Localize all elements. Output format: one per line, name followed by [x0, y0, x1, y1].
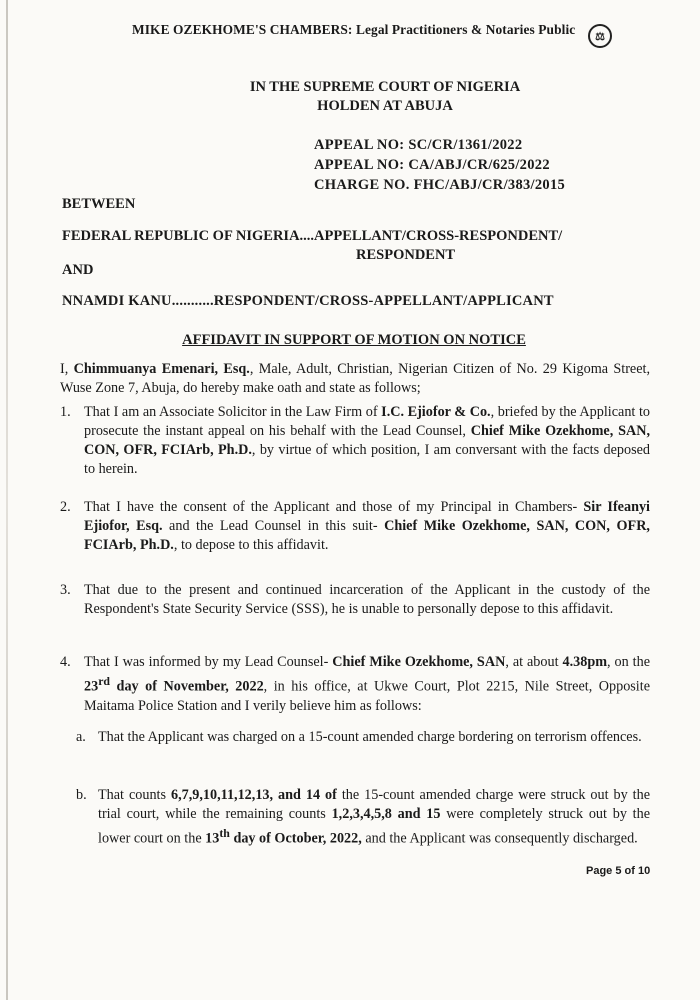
letterhead-firm: MIKE OZEKHOME'S CHAMBERS: [132, 22, 353, 37]
subparagraph-text: the 15-count amended charge were struck out by the trial court, while the remaining counts [98, 787, 650, 822]
court-heading [0, 78, 700, 116]
page-edge [6, 0, 8, 1000]
intro-text-1: I, [60, 361, 74, 377]
paragraph-bold: Sir Ifeanyi Ejiofor, Esq. [84, 499, 650, 534]
subparagraph-bold: 6,7,9,10,11,12,13, and 14 of [170, 787, 337, 803]
subparagraph-letter: a. [76, 729, 86, 745]
paragraph-bold: 4.38pm [562, 654, 608, 670]
party-appellant-continued: RESPONDENT [356, 247, 456, 263]
chambers-seal-icon: ⚖ [588, 24, 612, 48]
page-number: Page 5 of 10 [586, 865, 651, 877]
paragraph-text: That I have the consent of the Applicant and those of my Principal in Chambers- [84, 499, 584, 515]
subparagraph-text: That counts [98, 787, 171, 803]
paragraph-bold: Chief Mike Ozekhome, SAN, CON, OFR, FCIArb, Ph.D. [84, 518, 650, 553]
ordinal-suffix: th [219, 826, 230, 840]
paragraph-number: 3. [60, 582, 71, 598]
deponent-name: Chimmuanya Emenari, Esq. [73, 361, 250, 377]
ordinal-suffix: rd [98, 674, 111, 688]
subparagraph-bold: 13 [205, 830, 220, 847]
paragraph-text: That I was informed by my Lead Counsel- [84, 654, 333, 670]
paragraph-text: and the Lead Counsel in this suit- [162, 518, 385, 534]
party-appellant: FEDERAL REPUBLIC OF NIGERIA....APPELLANT/CROSS-RESPONDENT/ [62, 228, 563, 244]
subparagraph-text: were completely struck out by the lower court on the [98, 806, 651, 847]
letterhead [132, 22, 592, 38]
paragraph-number: 4. [60, 654, 71, 670]
paragraph-text: , by virtue of which position, I am conversant with the facts deposed to herein. [84, 442, 650, 477]
paragraph-text: , briefed by the Applicant to prosecute the instant appeal on his behalf with the Lead Counsel, [84, 404, 650, 439]
charge-number: CHARGE NO. FHC/ABJ/CR/383/2015 [314, 177, 566, 193]
paragraph-number: 1. [60, 404, 71, 420]
paragraph-text: , on the [607, 654, 650, 670]
subparagraph-bold: day of October, 2022, [229, 830, 362, 847]
court-name: IN THE SUPREME COURT OF NIGERIA [249, 79, 521, 95]
paragraph-text: That due to the present and continued incarceration of the Applicant in the custody of the Respondent's State Security Service (SSS), he is unable to personally depose to this affidavit. [84, 582, 650, 617]
paragraph-text: That I am an Associate Solicitor in the Law Firm of [84, 404, 382, 420]
paragraph-bold: 23 [84, 678, 99, 695]
court-location: HOLDEN AT ABUJA [317, 98, 453, 114]
document-title-text: AFFIDAVIT IN SUPPORT OF MOTION ON NOTICE [182, 332, 526, 348]
intro-text-2: , Male, Adult, Christian, Nigerian Citizen of No. 29 Kigoma Street, Wuse Zone 7, Abuja, do hereby make oath and state as follows; [60, 361, 651, 396]
between-label: BETWEEN [62, 196, 136, 212]
document-title [0, 332, 700, 349]
appeal-number-sc: APPEAL NO: SC/CR/1361/2022 [314, 137, 523, 153]
paragraph-bold: Chief Mike Ozekhome, SAN [332, 654, 506, 670]
and-label: AND [62, 262, 94, 278]
paragraph-bold: I.C. Ejiofor & Co. [381, 404, 491, 420]
paragraph-bold: Chief Mike Ozekhome, SAN, CON, OFR, FCIArb, Ph.D. [84, 423, 650, 458]
subparagraph-bold: 1,2,3,4,5,8 and 15 [331, 806, 441, 822]
appeal-number-ca: APPEAL NO: CA/ABJ/CR/625/2022 [314, 157, 550, 173]
appeal-numbers [314, 135, 565, 195]
party-respondent: NNAMDI KANU...........RESPONDENT/CROSS-APPELLANT/APPLICANT [62, 293, 554, 309]
subparagraph-letter: b. [76, 787, 87, 803]
paragraph-text: , to depose to this affidavit. [173, 537, 329, 553]
subparagraph-text: That the Applicant was charged on a 15-count amended charge bordering on terrorism offences. [98, 729, 642, 745]
paragraph-text: , in his office, at Ukwe Court, Plot 2215, Nile Street, Opposite Maitama Police Station and I verily believe him as follows: [84, 678, 650, 714]
paragraph-number: 2. [60, 499, 71, 515]
paragraph-text: , at about [505, 654, 563, 670]
subparagraph-text: and the Applicant was consequently discharged. [361, 830, 638, 847]
intro-paragraph [60, 360, 650, 398]
letterhead-subtitle: Legal Practitioners & Notaries Public [352, 22, 576, 37]
paragraph-bold: day of November, 2022 [110, 678, 264, 695]
